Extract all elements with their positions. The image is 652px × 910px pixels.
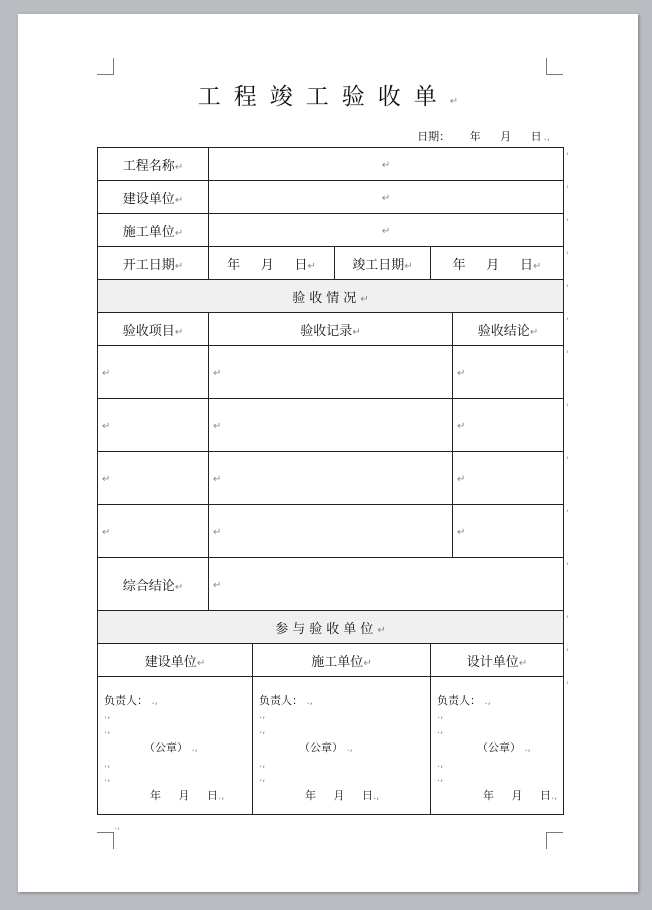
participant-construction-unit: 施工单位↵ bbox=[253, 644, 431, 677]
inspection-conclusion-cell[interactable]: ↵ bbox=[453, 505, 564, 558]
corner-mark-top-left bbox=[97, 58, 114, 75]
inspection-section-header: 验收情况↵ bbox=[98, 280, 564, 313]
corner-mark-top-right bbox=[546, 58, 563, 75]
inspection-conclusion-cell[interactable]: ↵ bbox=[453, 346, 564, 399]
row-end-mark: ' bbox=[566, 317, 569, 327]
signature-block-design-unit[interactable]: 负责人： ., ., ., （公章） ., ., ., 年 月 日., bbox=[431, 677, 564, 815]
overall-conclusion-label: 综合结论↵ bbox=[98, 558, 209, 611]
table-row bbox=[98, 313, 564, 346]
table-row bbox=[98, 346, 564, 399]
row-end-mark: ' bbox=[566, 350, 569, 360]
construction-unit-value[interactable]: ↵ bbox=[209, 214, 564, 247]
document-page bbox=[18, 14, 638, 892]
row-end-mark: ' bbox=[566, 509, 569, 519]
completion-date-value[interactable]: 年 月 日↵ bbox=[431, 247, 564, 280]
table-row bbox=[98, 505, 564, 558]
participant-design-unit: 设计单位↵ bbox=[431, 644, 564, 677]
start-date-value[interactable]: 年 月 日↵ bbox=[209, 247, 335, 280]
inspection-record-cell[interactable]: ↵ bbox=[209, 399, 453, 452]
acceptance-form-table bbox=[97, 147, 564, 815]
table-row bbox=[98, 611, 564, 644]
signature-block-construction-unit[interactable]: 负责人： ., ., ., （公章） ., ., ., 年 月 日., bbox=[253, 677, 431, 815]
build-unit-label: 建设单位↵ bbox=[98, 181, 209, 214]
table-row bbox=[98, 214, 564, 247]
inspection-conclusion-cell[interactable]: ↵ bbox=[453, 399, 564, 452]
row-end-mark: ' bbox=[566, 152, 569, 162]
row-end-mark: ' bbox=[566, 218, 569, 228]
header-inspection-record: 验收记录↵ bbox=[209, 313, 453, 346]
date-line bbox=[415, 128, 550, 144]
row-end-mark: ' bbox=[566, 284, 569, 294]
row-end-mark: ' bbox=[566, 615, 569, 625]
table-row bbox=[98, 677, 564, 815]
corner-mark-bottom-right bbox=[546, 832, 563, 849]
overall-conclusion-value[interactable]: ↵ bbox=[209, 558, 564, 611]
row-end-mark: ' bbox=[566, 403, 569, 413]
start-date-label: 开工日期↵ bbox=[98, 247, 209, 280]
row-end-mark: ' bbox=[566, 562, 569, 572]
completion-date-label: 竣工日期↵ bbox=[335, 247, 431, 280]
table-row bbox=[98, 644, 564, 677]
table-row bbox=[98, 148, 564, 181]
construction-unit-label: 施工单位↵ bbox=[98, 214, 209, 247]
participant-build-unit: 建设单位↵ bbox=[98, 644, 253, 677]
table-row bbox=[98, 399, 564, 452]
inspection-item-cell[interactable]: ↵ bbox=[98, 452, 209, 505]
corner-mark-bottom-left bbox=[97, 832, 114, 849]
title-text: 工程竣工验收单 bbox=[197, 84, 450, 110]
row-end-mark: ' bbox=[566, 251, 569, 261]
row-end-mark: ' bbox=[566, 185, 569, 195]
row-end-mark: ' bbox=[566, 648, 569, 658]
date-day: 日 bbox=[530, 130, 542, 143]
header-inspection-item: 验收项目↵ bbox=[98, 313, 209, 346]
table-row bbox=[98, 558, 564, 611]
page-title bbox=[18, 78, 638, 111]
signature-block-build-unit[interactable]: 负责人： ., ., ., （公章） ., ., ., 年 月 日., bbox=[98, 677, 253, 815]
inspection-record-cell[interactable]: ↵ bbox=[209, 346, 453, 399]
table-row bbox=[98, 452, 564, 505]
table-row bbox=[98, 280, 564, 313]
date-year: 年 bbox=[469, 130, 481, 143]
row-end-mark: ' bbox=[566, 456, 569, 466]
date-label: 日期： bbox=[417, 130, 451, 143]
project-name-label: 工程名称↵ bbox=[98, 148, 209, 181]
document-end-mark: ., bbox=[114, 822, 120, 832]
inspection-item-cell[interactable]: ↵ bbox=[98, 346, 209, 399]
header-inspection-conclusion: 验收结论↵ bbox=[453, 313, 564, 346]
inspection-record-cell[interactable]: ↵ bbox=[209, 452, 453, 505]
paragraph-mark-icon: ↵ bbox=[449, 96, 459, 107]
inspection-item-cell[interactable]: ↵ bbox=[98, 399, 209, 452]
build-unit-value[interactable]: ↵ bbox=[209, 181, 564, 214]
small-mark-icon: ., bbox=[543, 132, 550, 143]
table-row bbox=[98, 247, 564, 280]
inspection-conclusion-cell[interactable]: ↵ bbox=[453, 452, 564, 505]
inspection-item-cell[interactable]: ↵ bbox=[98, 505, 209, 558]
participants-section-header: 参与验收单位↵ bbox=[98, 611, 564, 644]
row-end-mark: ' bbox=[566, 681, 569, 691]
project-name-value[interactable]: ↵ bbox=[209, 148, 564, 181]
table-row bbox=[98, 181, 564, 214]
inspection-record-cell[interactable]: ↵ bbox=[209, 505, 453, 558]
date-month: 月 bbox=[500, 130, 512, 143]
